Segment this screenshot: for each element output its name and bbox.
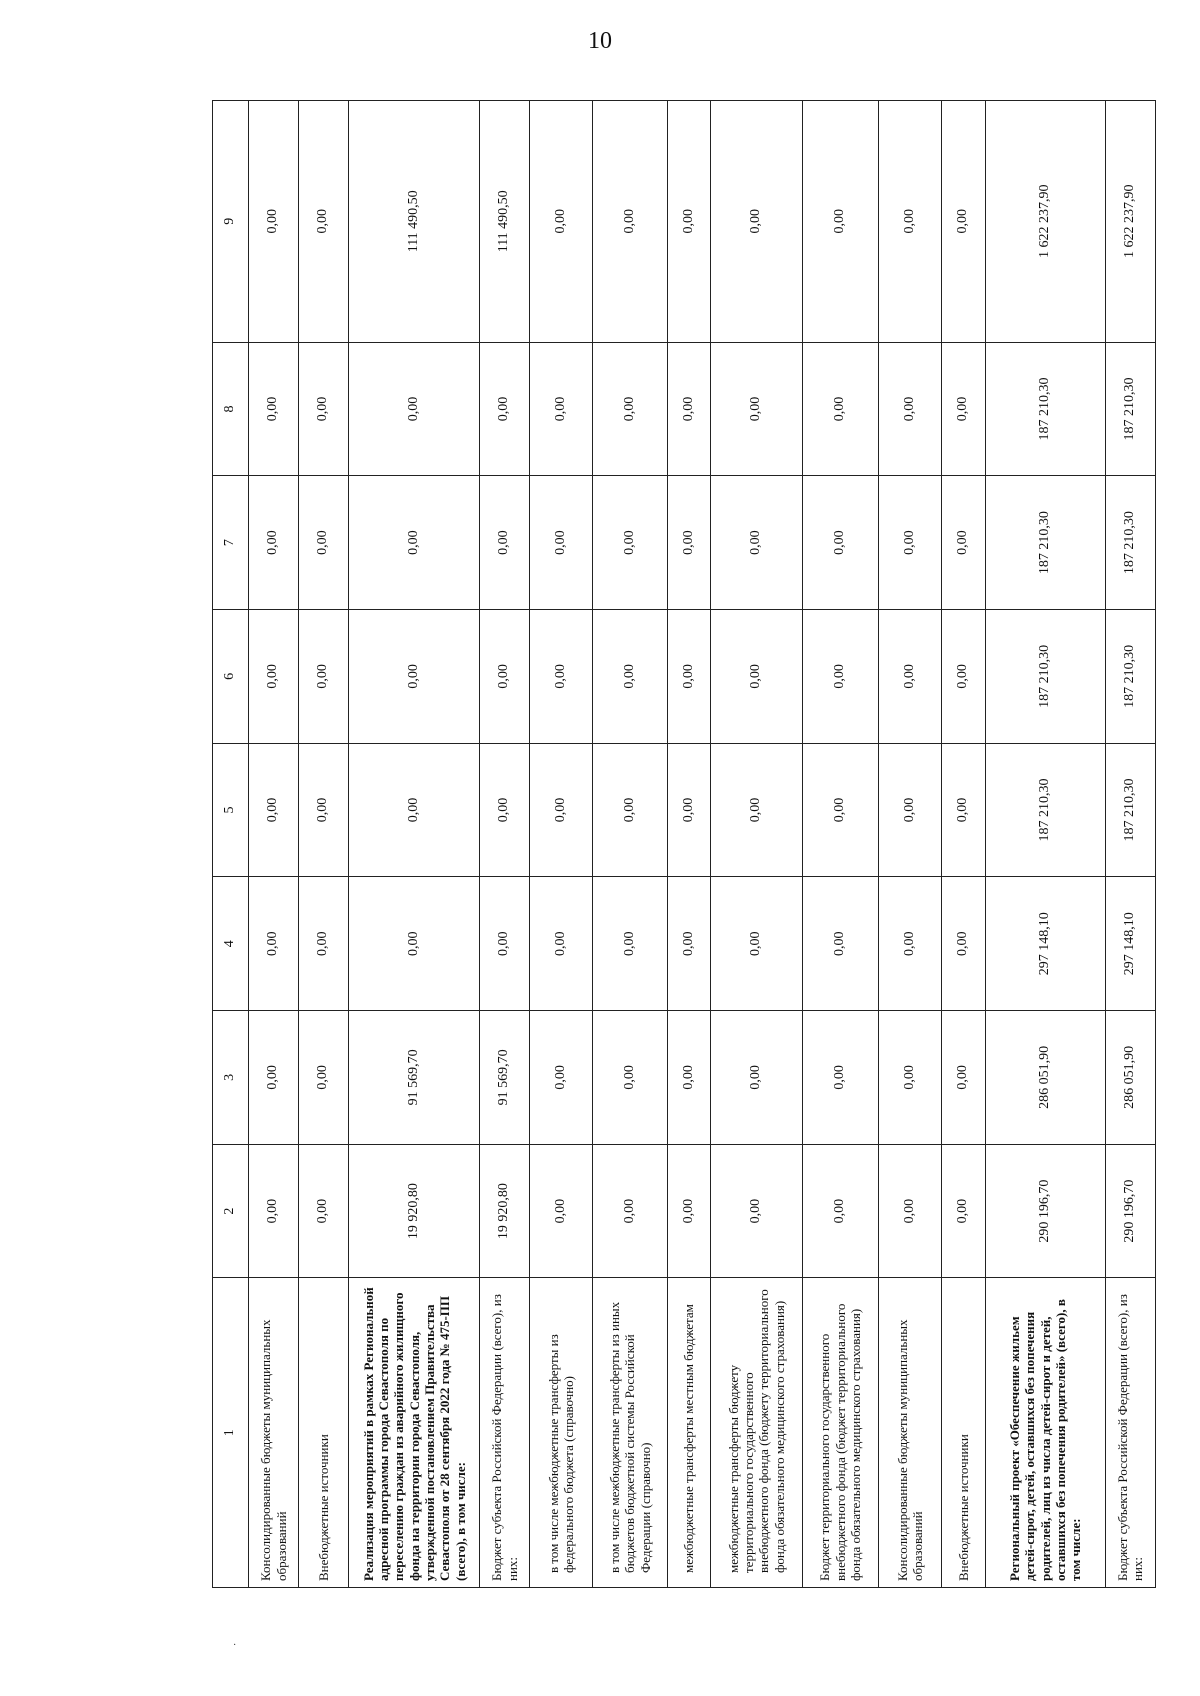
- value-cell: 0,00: [299, 1144, 349, 1278]
- value-cell: 0,00: [299, 877, 349, 1011]
- value-cell: 0,00: [711, 1144, 803, 1278]
- value-cell: 91 569,70: [480, 1011, 530, 1145]
- value-cell: 0,00: [879, 101, 942, 343]
- column-header: 1: [213, 1278, 249, 1588]
- value-cell: 286 051,90: [985, 1011, 1105, 1145]
- value-cell: 0,00: [879, 743, 942, 877]
- value-cell: 0,00: [667, 609, 711, 743]
- value-cell: 0,00: [879, 877, 942, 1011]
- row-label: Внебюджетные источники: [942, 1278, 986, 1588]
- value-cell: 0,00: [299, 1011, 349, 1145]
- value-cell: 0,00: [711, 101, 803, 343]
- value-cell: 0,00: [593, 609, 667, 743]
- value-cell: 0,00: [667, 101, 711, 343]
- value-cell: 0,00: [593, 877, 667, 1011]
- value-cell: 0,00: [711, 342, 803, 476]
- row-label: межбюджетные трансферты бюджету территориального государственного внебюджетного фонда (бюджету территориального фонда обязательного медицинского страхования): [711, 1278, 803, 1588]
- value-cell: 0,00: [942, 1144, 986, 1278]
- value-cell: 0,00: [249, 743, 299, 877]
- value-cell: 0,00: [349, 609, 480, 743]
- table-row: [942, 101, 986, 1588]
- value-cell: 0,00: [249, 476, 299, 610]
- value-cell: 0,00: [249, 342, 299, 476]
- value-cell: 0,00: [480, 342, 530, 476]
- value-cell: 0,00: [299, 609, 349, 743]
- value-cell: 187 210,30: [1105, 342, 1155, 476]
- row-label: межбюджетные трансферты местным бюджетам: [667, 1278, 711, 1588]
- value-cell: 0,00: [349, 743, 480, 877]
- value-cell: 0,00: [802, 342, 878, 476]
- value-cell: 0,00: [530, 877, 593, 1011]
- value-cell: 0,00: [249, 877, 299, 1011]
- value-cell: 19 920,80: [349, 1144, 480, 1278]
- value-cell: 0,00: [942, 609, 986, 743]
- table-row: [711, 101, 803, 1588]
- value-cell: 0,00: [249, 1144, 299, 1278]
- value-cell: 0,00: [711, 743, 803, 877]
- value-cell: 0,00: [802, 609, 878, 743]
- column-number-header-row: [213, 101, 249, 1588]
- value-cell: 0,00: [711, 877, 803, 1011]
- value-cell: 0,00: [802, 1011, 878, 1145]
- table-row: [249, 101, 299, 1588]
- value-cell: 0,00: [879, 1011, 942, 1145]
- value-cell: 0,00: [711, 1011, 803, 1145]
- scan-speck: ·: [233, 1640, 237, 1651]
- table-row: [480, 101, 530, 1588]
- value-cell: 0,00: [480, 476, 530, 610]
- value-cell: 187 210,30: [985, 476, 1105, 610]
- table-row: [530, 101, 593, 1588]
- value-cell: 286 051,90: [1105, 1011, 1155, 1145]
- value-cell: 0,00: [349, 877, 480, 1011]
- value-cell: 19 920,80: [480, 1144, 530, 1278]
- column-header: 7: [213, 476, 249, 610]
- value-cell: 0,00: [802, 877, 878, 1011]
- budget-table: [212, 100, 1156, 1588]
- value-cell: 0,00: [593, 1011, 667, 1145]
- value-cell: 0,00: [802, 743, 878, 877]
- value-cell: 0,00: [667, 877, 711, 1011]
- value-cell: 0,00: [802, 101, 878, 343]
- value-cell: 0,00: [299, 342, 349, 476]
- row-label: Консолидированные бюджеты муниципальных образований: [879, 1278, 942, 1588]
- value-cell: 297 148,10: [985, 877, 1105, 1011]
- value-cell: 187 210,30: [985, 743, 1105, 877]
- value-cell: 0,00: [942, 743, 986, 877]
- table-row: [667, 101, 711, 1588]
- value-cell: 0,00: [802, 1144, 878, 1278]
- value-cell: 0,00: [942, 101, 986, 343]
- value-cell: 187 210,30: [985, 609, 1105, 743]
- value-cell: 0,00: [593, 743, 667, 877]
- value-cell: 0,00: [249, 1011, 299, 1145]
- value-cell: 0,00: [667, 342, 711, 476]
- table-row: [879, 101, 942, 1588]
- value-cell: 290 196,70: [1105, 1144, 1155, 1278]
- column-header: 9: [213, 101, 249, 343]
- row-label: Бюджет территориального государственного внебюджетного фонда (бюджет территориального фонда обязательного медицинского страхования): [802, 1278, 878, 1588]
- value-cell: 0,00: [249, 609, 299, 743]
- value-cell: 0,00: [879, 609, 942, 743]
- value-cell: 0,00: [530, 743, 593, 877]
- value-cell: 0,00: [667, 1144, 711, 1278]
- row-label: в том числе межбюджетные трансферты из иных бюджетов бюджетной системы Российской Федерации (справочно): [593, 1278, 667, 1588]
- value-cell: 187 210,30: [985, 342, 1105, 476]
- value-cell: 297 148,10: [1105, 877, 1155, 1011]
- value-cell: 0,00: [802, 476, 878, 610]
- value-cell: 0,00: [249, 101, 299, 343]
- value-cell: 290 196,70: [985, 1144, 1105, 1278]
- value-cell: 0,00: [530, 476, 593, 610]
- value-cell: 0,00: [879, 476, 942, 610]
- value-cell: 111 490,50: [480, 101, 530, 343]
- column-header: 8: [213, 342, 249, 476]
- value-cell: 0,00: [593, 101, 667, 343]
- row-label: Региональный проект «Обеспечение жильем детей-сирот, детей, оставшихся без попечения родителей, лиц из числа детей-сирот и детей, оставшихся без попечения родителей» (всего), в том числе:: [985, 1278, 1105, 1588]
- value-cell: 0,00: [349, 476, 480, 610]
- value-cell: 0,00: [480, 743, 530, 877]
- value-cell: 0,00: [879, 1144, 942, 1278]
- table-row: [1105, 101, 1155, 1588]
- value-cell: 187 210,30: [1105, 476, 1155, 610]
- row-label: Бюджет субъекта Российской Федерации (всего), из них:: [480, 1278, 530, 1588]
- row-label: Бюджет субъекта Российской Федерации (всего), из них:: [1105, 1278, 1155, 1588]
- value-cell: 0,00: [942, 1011, 986, 1145]
- value-cell: 0,00: [299, 743, 349, 877]
- value-cell: 0,00: [879, 342, 942, 476]
- value-cell: 0,00: [299, 101, 349, 343]
- value-cell: 1 622 237,90: [985, 101, 1105, 343]
- value-cell: 0,00: [530, 1011, 593, 1145]
- value-cell: 0,00: [667, 476, 711, 610]
- value-cell: 0,00: [711, 476, 803, 610]
- rotated-table-container: [212, 100, 1156, 1588]
- column-header: 2: [213, 1144, 249, 1278]
- value-cell: 0,00: [530, 1144, 593, 1278]
- value-cell: 0,00: [593, 476, 667, 610]
- table-row: [985, 101, 1105, 1588]
- row-label: Внебюджетные источники: [299, 1278, 349, 1588]
- table-row: [349, 101, 480, 1588]
- value-cell: 0,00: [667, 1011, 711, 1145]
- column-header: 6: [213, 609, 249, 743]
- column-header: 4: [213, 877, 249, 1011]
- row-label: в том числе межбюджетные трансферты из федерального бюджета (справочно): [530, 1278, 593, 1588]
- table-row: [299, 101, 349, 1588]
- value-cell: 187 210,30: [1105, 609, 1155, 743]
- value-cell: 0,00: [480, 609, 530, 743]
- value-cell: 0,00: [667, 743, 711, 877]
- value-cell: 0,00: [942, 476, 986, 610]
- value-cell: 91 569,70: [349, 1011, 480, 1145]
- value-cell: 0,00: [942, 342, 986, 476]
- column-header: 5: [213, 743, 249, 877]
- value-cell: 0,00: [530, 609, 593, 743]
- value-cell: 0,00: [530, 101, 593, 343]
- value-cell: 0,00: [593, 342, 667, 476]
- table-body: [249, 101, 1156, 1588]
- table-row: [593, 101, 667, 1588]
- row-label: Реализация мероприятий в рамках Региональной адресной программы города Севастополя по переселению граждан из аварийного жилищного фонда на территории города Севастополя, утвержденной постановлением Правительства Севастополя от 28 сентября 2022 года № 475-ПП (всего), в том числе:: [349, 1278, 480, 1588]
- column-header: 3: [213, 1011, 249, 1145]
- value-cell: 0,00: [299, 476, 349, 610]
- value-cell: 187 210,30: [1105, 743, 1155, 877]
- value-cell: 0,00: [480, 877, 530, 1011]
- value-cell: 1 622 237,90: [1105, 101, 1155, 343]
- value-cell: 0,00: [593, 1144, 667, 1278]
- page-number: 10: [588, 28, 612, 54]
- value-cell: 0,00: [942, 877, 986, 1011]
- value-cell: 0,00: [349, 342, 480, 476]
- row-label: Консолидированные бюджеты муниципальных образований: [249, 1278, 299, 1588]
- value-cell: 111 490,50: [349, 101, 480, 343]
- table-row: [802, 101, 878, 1588]
- value-cell: 0,00: [530, 342, 593, 476]
- value-cell: 0,00: [711, 609, 803, 743]
